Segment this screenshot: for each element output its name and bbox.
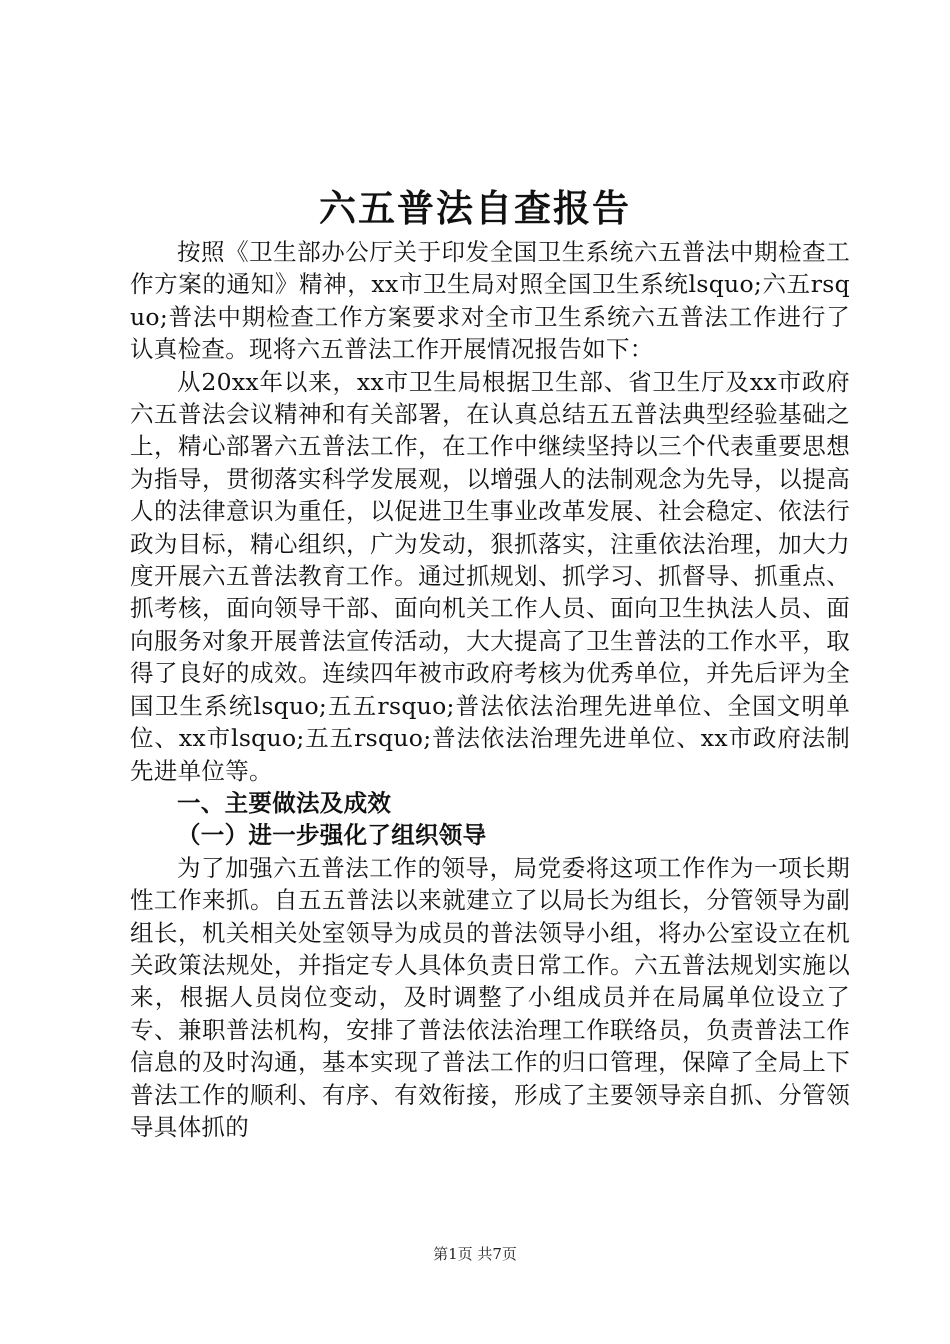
paragraph-overview: 从20xx年以来，xx市卫生局根据卫生部、省卫生厅及xx市政府六五普法会议精神和有关部署，在认真总结五五普法典型经验基础之上，精心部署六五普法工作，在工作中继续坚持以三个代表重要思想为指导，贯彻落实科学发展观，以增强人的法制观念为先导，以提高人的法律意识为重任，以促进卫生事业改革发展、社会稳定、依法行政为目标，精心组织，广为发动，狠抓落实，注重依法治理，加大力度开展六五普法教育工作。通过抓规划、抓学习、抓督导、抓重点、抓考核，面向领导干部、面向机关工作人员、面向卫生执法人员、面向服务对象开展普法宣传活动，大大提高了卫生普法的工作水平，取得了良好的成效。连续四年被市政府考核为优秀单位，并先后评为全国卫生系统lsquo;五五rsquo;普法依法治理先进单位、全国文明单位、xx市lsquo;五五rsquo;普法依法治理先进单位、xx市政府法制先进单位等。 — [130, 367, 850, 785]
paragraph-intro: 按照《卫生部办公厅关于印发全国卫生系统六五普法中期检查工作方案的通知》精神，xx市卫生局对照全国卫生系统lsquo;六五rsquo;普法中期检查工作方案要求对全市卫生系统六五普法工作进行了认真检查。现将六五普法工作开展情况报告如下： — [130, 238, 850, 364]
paragraph-organization: 为了加强六五普法工作的领导，局党委将这项工作作为一项长期性工作来抓。自五五普法以来就建立了以局长为组长，分管领导为副组长，机关相关处室领导为成员的普法领导小组，将办公室设立在机关政策法规处，并指定专人具体负责日常工作。六五普法规划实施以来，根据人员岗位变动，及时调整了小组成员并在局属单位设立了专、兼职普法机构，安排了普法依法治理工作联络员，负责普法工作信息的及时沟通，基本实现了普法工作的归口管理，保障了全局上下普法工作的顺利、有序、有效衔接，形成了主要领导亲自抓、分管领导具体抓的 — [130, 853, 850, 1141]
subsection-heading-organization: （一）进一步强化了组织领导 — [177, 821, 487, 850]
page-footer: 第1页 共7页 — [433, 1245, 517, 1263]
section-heading-main-practices: 一、主要做法及成效 — [177, 788, 392, 817]
document-title: 六五普法自查报告 — [319, 187, 631, 230]
document-body — [130, 236, 850, 1143]
